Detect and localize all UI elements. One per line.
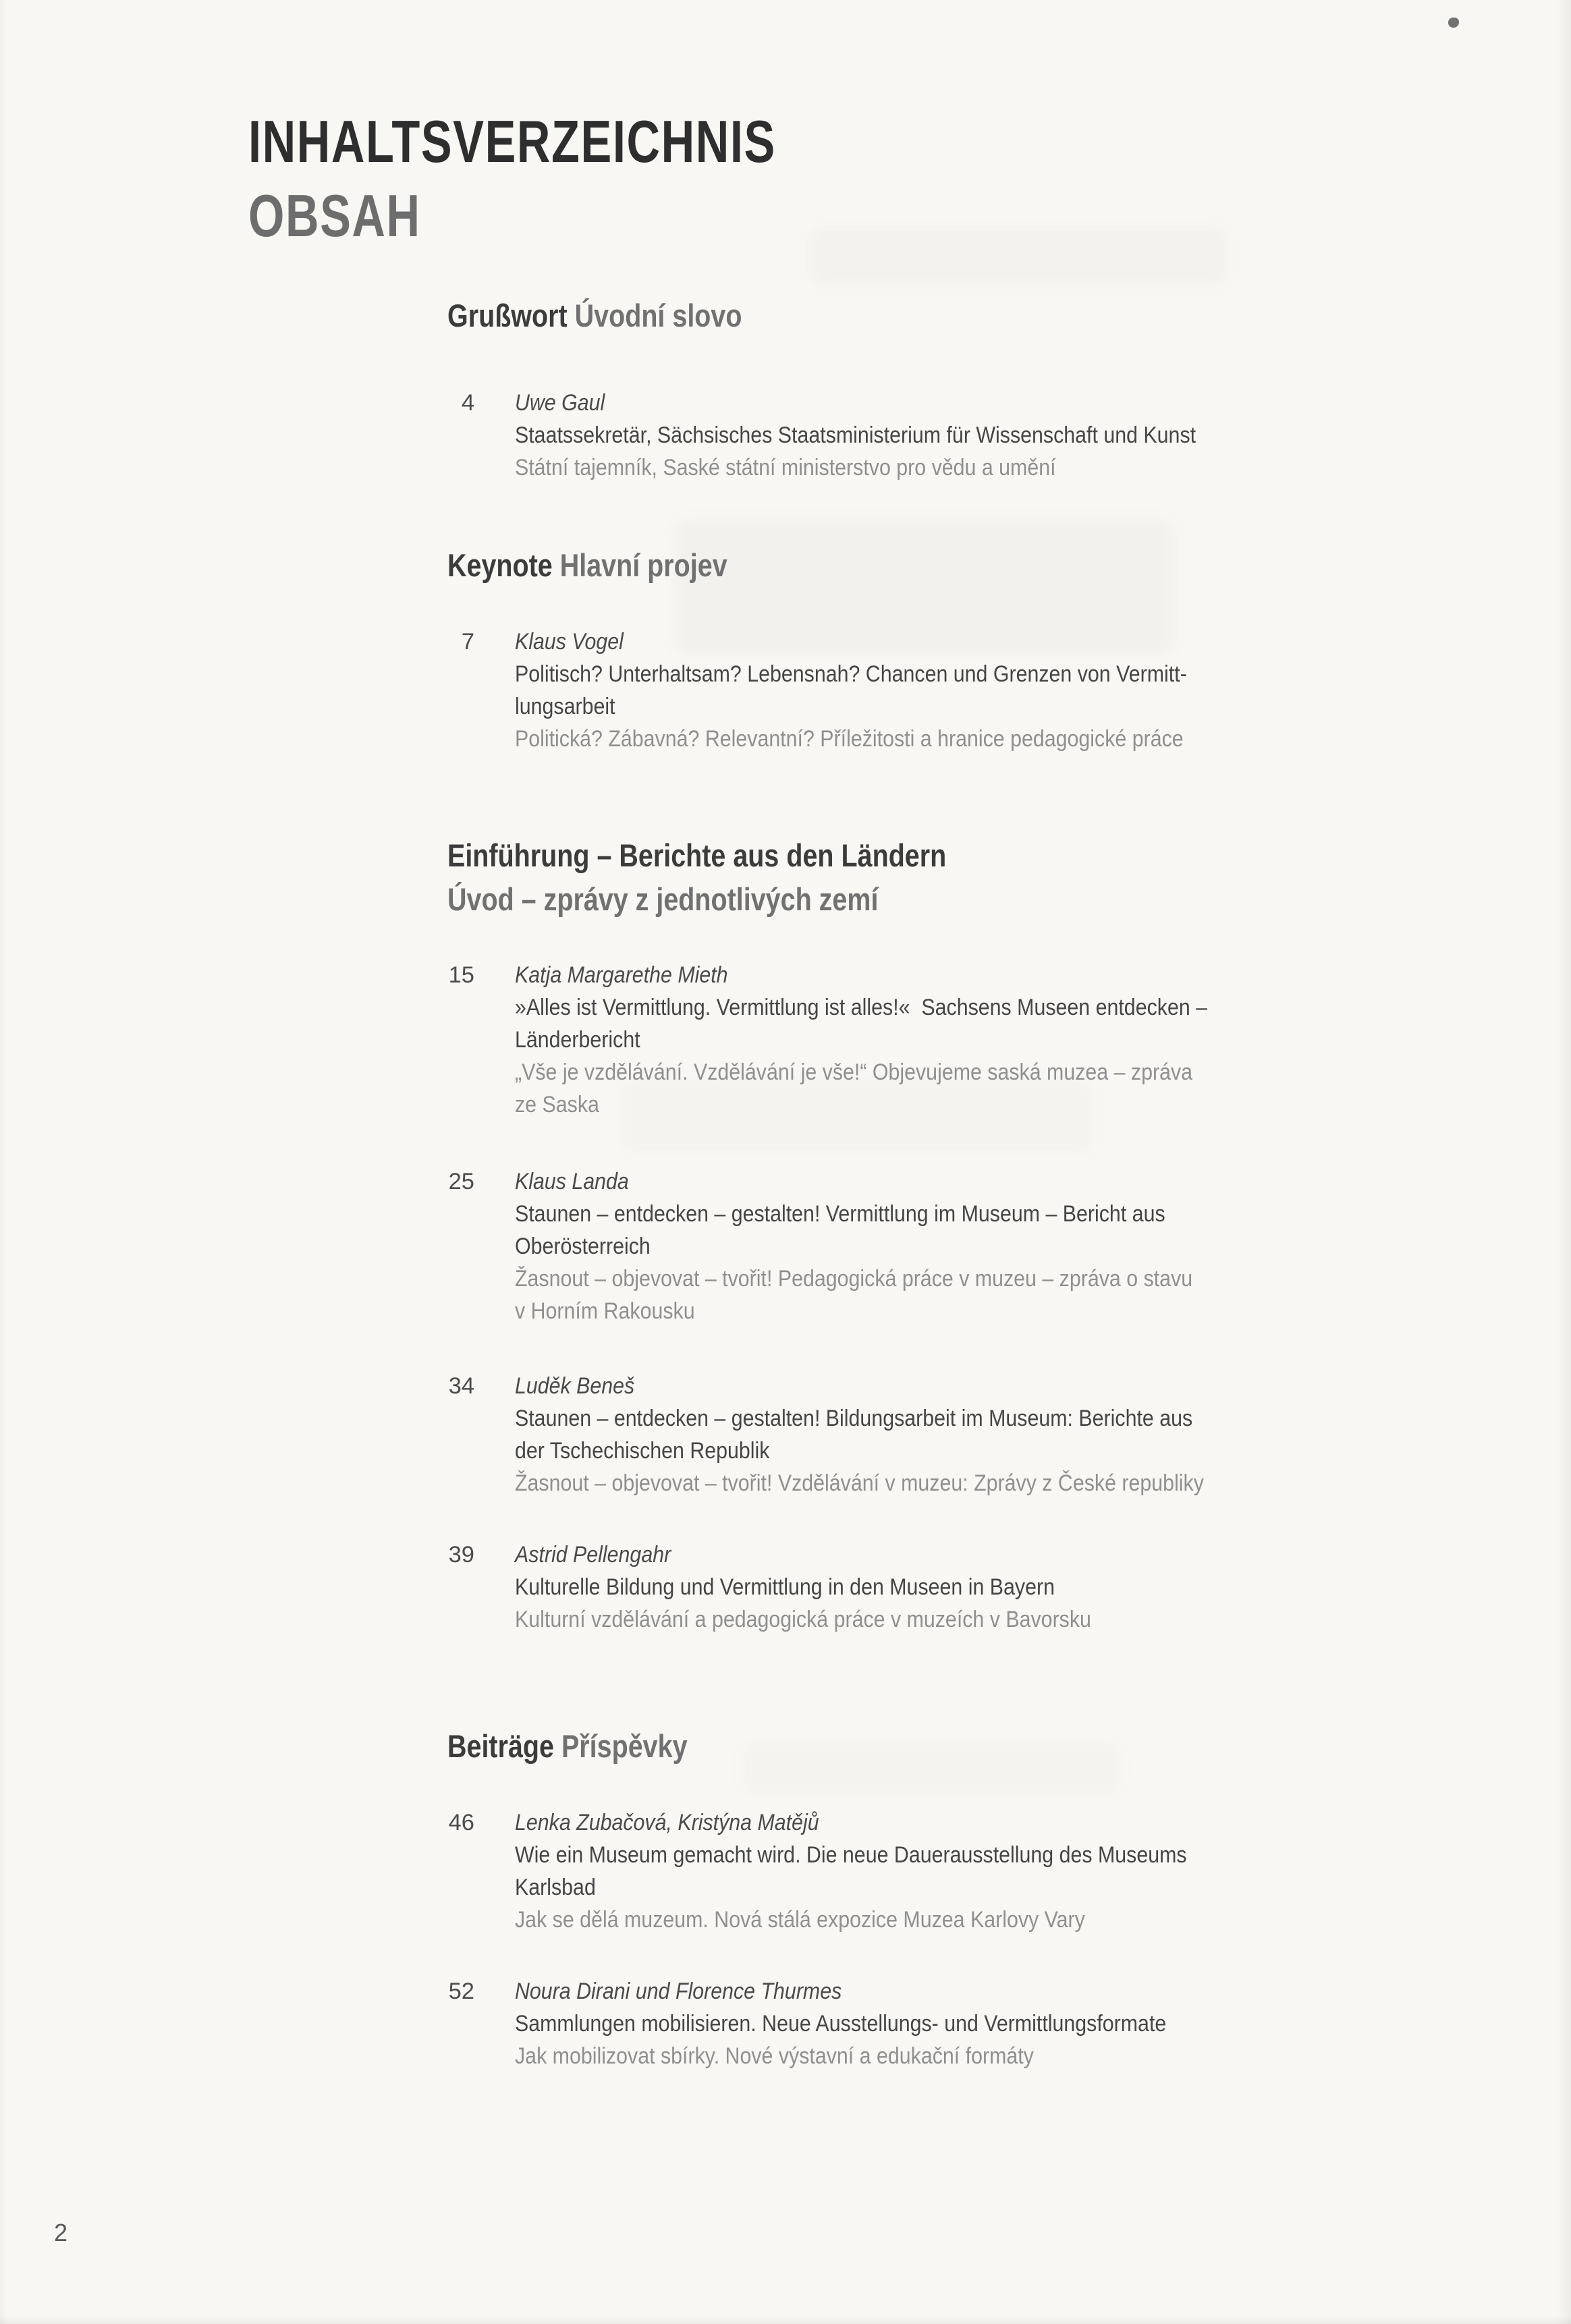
entry-title-de-line: der Tschechischen Republik <box>515 1438 770 1464</box>
toc-entry <box>447 959 1325 1121</box>
entry-page-number: 52 <box>448 1979 474 2004</box>
entry-title-cs-line: v Horním Rakousku <box>515 1298 695 1324</box>
entry-page-number: 46 <box>448 1810 474 1835</box>
toc-entry <box>447 1806 1325 1936</box>
entry-title-cs-line: „Vše je vzdělávání. Vzdělávání je vše!“ Objevujeme saská muzea – zpráva <box>515 1059 1193 1085</box>
entry-title-cs-line: ze Saska <box>515 1092 599 1117</box>
entry-title-de-line: Politisch? Unterhaltsam? Lebensnah? Chancen und Grenzen von Vermitt- <box>515 661 1187 687</box>
entry-title-de-line: Staunen – entdecken – gestalten! Vermittlung im Museum – Bericht aus <box>515 1201 1165 1227</box>
toc-entry <box>447 1539 1325 1636</box>
scan-edge-shadow-bottom <box>0 2316 1571 2324</box>
entry-title-cs-line: Jak mobilizovat sbírky. Nové výstavní a edukační formáty <box>515 2043 1034 2069</box>
page-title-german-text: INHALTSVERZEICHNIS <box>248 108 776 175</box>
section-heading-cs: Hlavní projev <box>559 547 727 583</box>
entry-title-de-line: Staatssekretär, Sächsisches Staatsministerium für Wissenschaft und Kunst <box>515 422 1196 448</box>
section-heading-de: Einführung – Berichte aus den Ländern <box>447 837 947 873</box>
entry-title-cs-line: Žasnout – objevovat – tvořit! Pedagogická práce v muzeu – zpráva o stavu <box>515 1266 1193 1292</box>
page-title-czech <box>248 182 470 250</box>
scan-edge-shadow-left <box>0 0 7 2324</box>
entry-page-number: 39 <box>448 1542 474 1568</box>
entry-title-de-line: Wie ein Museum gemacht wird. Die neue Dauerausstellung des Museums <box>515 1842 1187 1868</box>
footer-page-number: 2 <box>54 2219 68 2246</box>
scan-bleedthrough-smudge <box>810 226 1228 287</box>
entry-title-de-line: Sammlungen mobilisieren. Neue Ausstellungs- und Vermittlungsformate <box>515 2011 1167 2037</box>
scan-bleedthrough-smudge <box>742 1741 1120 1795</box>
entry-title-cs-line: Žasnout – objevovat – tvořit! Vzdělávání v muzeu: Zprávy z České republiky <box>515 1470 1204 1496</box>
toc-entry <box>447 1975 1325 2072</box>
section-heading-de: Keynote <box>447 547 553 583</box>
entry-title-de-line: Länderbericht <box>515 1027 640 1053</box>
toc-entry <box>447 387 1325 484</box>
entry-authors: Luděk Beneš <box>515 1373 635 1399</box>
toc-entry <box>447 1165 1325 1327</box>
entry-authors: Lenka Zubačová, Kristýna Matějů <box>515 1810 819 1835</box>
entry-page-number: 25 <box>448 1169 474 1194</box>
scan-edge-shadow-right <box>1558 0 1571 2324</box>
entry-title-de-line: Kulturelle Bildung und Vermittlung in den Museen in Bayern <box>515 1574 1055 1600</box>
entry-title-cs-line: Jak se dělá muzeum. Nová stálá expozice Muzea Karlovy Vary <box>515 1907 1085 1933</box>
entry-page-number: 34 <box>448 1373 474 1399</box>
scan-speck <box>1448 18 1459 28</box>
entry-title-cs-line: Kulturní vzdělávání a pedagogická práce v muzeích v Bavorsku <box>515 1607 1091 1632</box>
entry-page-number: 4 <box>461 390 474 416</box>
section-heading-cs: Úvodní slovo <box>574 298 742 333</box>
section-heading-grusswort <box>447 294 798 337</box>
entry-authors: Klaus Landa <box>515 1169 629 1194</box>
entry-title-cs-line: Státní tajemník, Saské státní ministerstvo pro vědu a umění <box>515 455 1056 480</box>
section-heading-de: Beiträge <box>447 1728 554 1764</box>
entry-title-cs-line: Politická? Zábavná? Relevantní? Příležitosti a hranice pedagogické práce <box>515 726 1184 752</box>
entry-title-de-line: Karlsbad <box>515 1875 596 1900</box>
section-heading-de: Grußwort <box>447 298 568 333</box>
section-heading-keynote <box>447 544 781 587</box>
entry-title-de-line: Oberösterreich <box>515 1234 651 1259</box>
entry-page-number: 7 <box>461 629 474 655</box>
entry-authors: Uwe Gaul <box>515 390 605 416</box>
entry-authors: Katja Margarethe Mieth <box>515 962 728 988</box>
section-heading-cs: Úvod – zprávy z jednotlivých zemí <box>447 881 879 917</box>
section-heading-beitraege <box>447 1725 733 1768</box>
page-title-german <box>248 108 925 175</box>
entry-title-de-line: Staunen – entdecken – gestalten! Bildungsarbeit im Museum: Berichte aus <box>515 1406 1193 1431</box>
section-heading-cs: Příspěvky <box>561 1728 688 1764</box>
section-heading-einfuehrung <box>447 833 1041 921</box>
entry-authors: Klaus Vogel <box>515 629 624 655</box>
entry-title-de-line: »Alles ist Vermittlung. Vermittlung ist alles!« Sachsens Museen entdecken – <box>515 995 1208 1020</box>
entry-authors: Noura Dirani und Florence Thurmes <box>515 1979 842 2004</box>
toc-entry <box>447 1370 1325 1499</box>
entry-title-de-line: lungsarbeit <box>515 694 615 719</box>
page-title-czech-text: OBSAH <box>248 182 421 249</box>
entry-authors: Astrid Pellengahr <box>515 1542 671 1568</box>
entry-page-number: 15 <box>448 962 474 988</box>
toc-entry <box>447 626 1325 755</box>
